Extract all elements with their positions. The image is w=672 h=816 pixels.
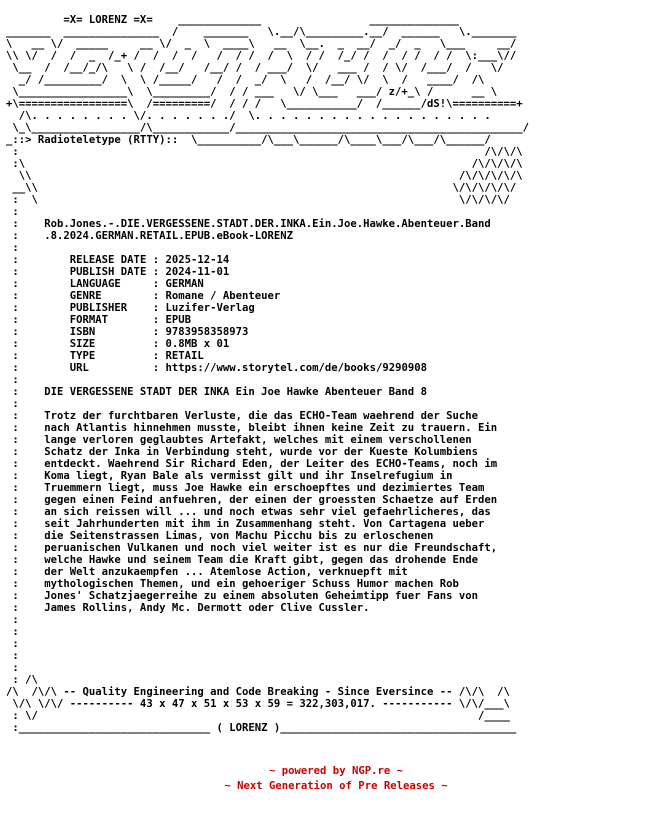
info-label: TYPE	[69, 350, 147, 362]
banner-line: =X= LORENZ =X= _____________ ______________	[6, 14, 459, 26]
banner-line: \__ / /__/_/\ \ / /__/ /__/ / / ___/ \/ ___ / / \/ /___/ / \/	[6, 62, 504, 74]
info-label: RELEASE DATE	[69, 254, 147, 266]
frame-line: :	[6, 626, 19, 638]
math-line: \/\ \/\/ ---------- 43 x 47 x 51 x 53 x 59 = 322,303,017. ----------- \/\/___\	[6, 698, 510, 710]
frame-line: :	[6, 398, 19, 410]
description-line: : an sich reissen will ... und noch etwas sehr viel gefaehrlicheres, das	[6, 506, 491, 518]
frame-bottom-with-group-name: :______________________________ ( LORENZ )_____________________________________	[6, 722, 517, 734]
info-label: URL	[69, 362, 147, 374]
description-line: : lange verloren geglaubtes Artefakt, welches mit einem verschollenen	[6, 434, 472, 446]
frame-line: :	[6, 242, 19, 254]
description-line: : Jones' Schatzjaegerreihe zu einem absoluten Geheimtipp fuer Fans von	[6, 590, 478, 602]
quality-line: /\ /\/\ -- Quality Engineering and Code Breaking - Since Eversince -- /\/\ /\	[6, 686, 510, 698]
info-label: FORMAT	[69, 314, 147, 326]
info-value: EPUB	[165, 314, 191, 326]
description-line: : Truemmern liegt, muss Joe Hawke ein erschoepftes und dezimiertes Team	[6, 482, 485, 494]
info-value: 9783958358973	[165, 326, 249, 338]
info-value: 0.8MB x 01	[165, 338, 230, 350]
description-line: : der Welt anzukaempfen ... Atemlose Action, verknuepft mit	[6, 566, 408, 578]
banner-line: _/ /_________/ \ \ /_____/ / / _/ \ / /__/ \/ \ / ____/ /\	[6, 74, 485, 86]
info-label: GENRE	[69, 290, 147, 302]
frame-line: :	[6, 206, 19, 218]
banner-line: \_________________\ \_________/ / / ___ \/ \___ ___/ z/+_\ / __ \	[6, 86, 498, 98]
description-line: : James Rollins, Andy Mc. Dermott oder Clive Cussler.	[6, 602, 370, 614]
banner-line: \_\_________________/\____________/_____________________________________________/	[6, 122, 529, 134]
nfo-text: =X= LORENZ =X= _____________ ______________ _______ _______________ / _______ \.__/\_________.__/ ______ \._______ \ __ \/ _____ __ \/ _ \ ____\ __ \__. _ __/ _/ _ \___ __/ \\ \/ / / _ /_+ / / / / / / / / \ / / /_/ / / / / / / \:___\// \__ / /__/_/\ \ / /__/ /__/ / / ___/ \/ ___ / / \/ /___/ / \/ _/ /_________/ \ \ /_____/ / / _/ \ / /__/ \/ \ / ____/ /\ \_________________\ \_________/ / / ___ \/ \___ ___/ z/+_\ / __ \ +\=================\ /=========/ / / / \___________/ /______/dS!\==========+ /\. . . . . . . . \/. . . . . . ./ \. . . . . . . . . . . . . . . . . . . \_\_________________/\____________/_____________________________________________/ _::> Radioteletype (RTTY):: \__________/\___\______/\____\___/\___/\______/ : /\/\/\ :\ /\/\/\/\ \\ /\/\/\/\/\ __\\ \/\/\/\/\/ : \ \/\/\/\/ : : Rob.Jones.-.DIE.VERGESSENE.STADT.DER.INKA.Ein.Joe.Hawke.Abenteuer.Band : .8.2024.GERMAN.RETAIL.EPUB.eBook-LORENZ : : RELEASE DATE : 2025-12-14 : PUBLISH DATE : 2024-11-01 : LANGUAGE : GERMAN : GENRE : Romane / Abenteuer : PUBLISHER : Luzifer-Verlag : FORMAT : EPUB : ISBN : 9783958358973 : SIZE : 0.8MB x 01 : TYPE : RETAIL : URL : https://www.storytel.com/de/books/9290908 : : DIE VERGESSENE STADT DER INKA Ein Joe Hawke Abenteuer Band 8 : : Trotz der furchtbaren Verluste, die das ECHO-Team waehrend der Suche : nach Atlantis hinnehmen musste, bleibt ihnen keine Zeit zu trauern. Ein : lange verloren geglaubtes Artefakt, welches mit einem verschollenen : Schatz der Inka in Verbindung steht, wurde vor der Kueste Kolumbiens : entdeckt. Waehrend Sir Richard Eden, der Leiter des ECHO-Teams, noch im : Koma liegt, Ryan Bale als vermisst gilt und ihr Inselrefugium in : Truemmern liegt, muss Joe Hawke ein erschoepftes und dezimiertes Team : gegen einen Feind anfuehren, der einen der groessten Schaetze auf Erden : an sich reissen will ... und noch etwas sehr viel gefaehrlicheres, das : seit Jahrhunderten mit ihm in Zusammenhang steht. Von Cartagena ueber : die Seitenstrassen Limas, von Machu Picchu bis zu erloschenen : peruanischen Vulkanen und noch viel weiter ist es nur die Freundschaft, : welche Hawke und seinem Team die Kraft gibt, gegen das drohende Ende : der Welt anzukaempfen ... Atemlose Action, verknuepft mit : mythologischen Themen, und ein gehoeriger Schuss Humor machen Rob : Jones' Schatzjaegerreihe zu einem absoluten Geheimtipp fuer Fans von : James Rollins, Andy Mc. Dermott oder Clive Cussler. : : : : : : /\ /\ /\/\ -- Quality Engineering and Code Breaking - Since Eversince -- /\/\ /\ \/\ \/\/ ---------- 43 x 47 x 51 x 53 x 59 = 322,303,017. ----------- \/\/___\ : \/ /____ :______________________________ ( LORENZ )_____________________________________	[6, 14, 529, 734]
frame-line: : \ \/\/\/\/	[6, 194, 510, 206]
info-label: LANGUAGE	[69, 278, 147, 290]
description-line: : Koma liegt, Ryan Bale als vermisst gilt und ihr Inselrefugium in	[6, 470, 453, 482]
info-label: PUBLISH DATE	[69, 266, 147, 278]
info-value: 2025-12-14	[165, 254, 230, 266]
frame-line: :	[6, 662, 19, 674]
frame-line: :	[6, 650, 19, 662]
info-value: RETAIL	[165, 350, 204, 362]
frame-line: :	[6, 614, 19, 626]
frame-line: : \/ /____	[6, 710, 510, 722]
description-line: : welche Hawke und seinem Team die Kraft gibt, gegen das drohende Ende	[6, 554, 478, 566]
banner-line: /\. . . . . . . . \/. . . . . . ./ \. . . . . . . . . . . . . . . . . . .	[6, 110, 491, 122]
banner-line: +\=================\ /=========/ / / / \___________/ /______/dS!\==========+	[6, 98, 523, 110]
section-title: _::> Radioteletype (RTTY):: \__________/\___\______/\____\___/\___/\______/	[6, 134, 491, 146]
description-line: : gegen einen Feind anfuehren, der einen der groessten Schaetze auf Erden	[6, 494, 498, 506]
description-line: : peruanischen Vulkanen und noch viel weiter ist es nur die Freundschaft,	[6, 542, 498, 554]
description-line: : Schatz der Inka in Verbindung steht, wurde vor der Kueste Kolumbiens	[6, 446, 478, 458]
info-label: PUBLISHER	[69, 302, 147, 314]
banner-line: \ __ \/ _____ __ \/ _ \ ____\ __ \__. _ __/ _/ _ \___ __/	[6, 38, 517, 50]
description-line: : nach Atlantis hinnehmen musste, bleibt ihnen keine Zeit zu trauern. Ein	[6, 422, 498, 434]
book-title: : DIE VERGESSENE STADT DER INKA Ein Joe Hawke Abenteuer Band 8	[6, 386, 427, 398]
frame-line: : /\/\/\	[6, 146, 523, 158]
frame-line: : /\	[6, 674, 38, 686]
info-value: Romane / Abenteuer	[165, 290, 281, 302]
description-line: : die Seitenstrassen Limas, von Machu Picchu bis zu erloschenen	[6, 530, 434, 542]
footer-powered-by: ~ powered by NGP.re ~	[269, 765, 403, 777]
info-label: ISBN	[69, 326, 147, 338]
description-line: : entdeckt. Waehrend Sir Richard Eden, der Leiter des ECHO-Teams, noch im	[6, 458, 498, 470]
description-line: : mythologischen Themen, und ein gehoeriger Schuss Humor machen Rob	[6, 578, 459, 590]
info-value: GERMAN	[165, 278, 204, 290]
description-line: : Trotz der furchtbaren Verluste, die das ECHO-Team waehrend der Suche	[6, 410, 478, 422]
footer	[0, 764, 672, 794]
info-value: 2024-11-01	[165, 266, 230, 278]
frame-line: :	[6, 374, 19, 386]
release-name: : Rob.Jones.-.DIE.VERGESSENE.STADT.DER.INKA.Ein.Joe.Hawke.Abenteuer.Band	[6, 218, 491, 230]
frame-line: :\ /\/\/\/\	[6, 158, 523, 170]
footer-tagline: ~ Next Generation of Pre Releases ~	[224, 780, 448, 792]
description-line: : seit Jahrhunderten mit ihm in Zusammenhang steht. Von Cartagena ueber	[6, 518, 485, 530]
banner-line: _______ _______________ / _______ \.__/\_________.__/ ______ \._______	[6, 26, 517, 38]
info-label: SIZE	[69, 338, 147, 350]
frame-line: __\\ \/\/\/\/\/	[6, 182, 517, 194]
frame-line: :	[6, 638, 19, 650]
info-value: https://www.storytel.com/de/books/9290908	[165, 362, 427, 374]
release-name: : .8.2024.GERMAN.RETAIL.EPUB.eBook-LORENZ	[6, 230, 294, 242]
banner-line: \\ \/ / / _ /_+ / / / / / / / / \ / / /_/ / / / / / / \:___\//	[6, 50, 517, 62]
info-value: Luzifer-Verlag	[165, 302, 255, 314]
frame-line: \\ /\/\/\/\/\	[6, 170, 523, 182]
